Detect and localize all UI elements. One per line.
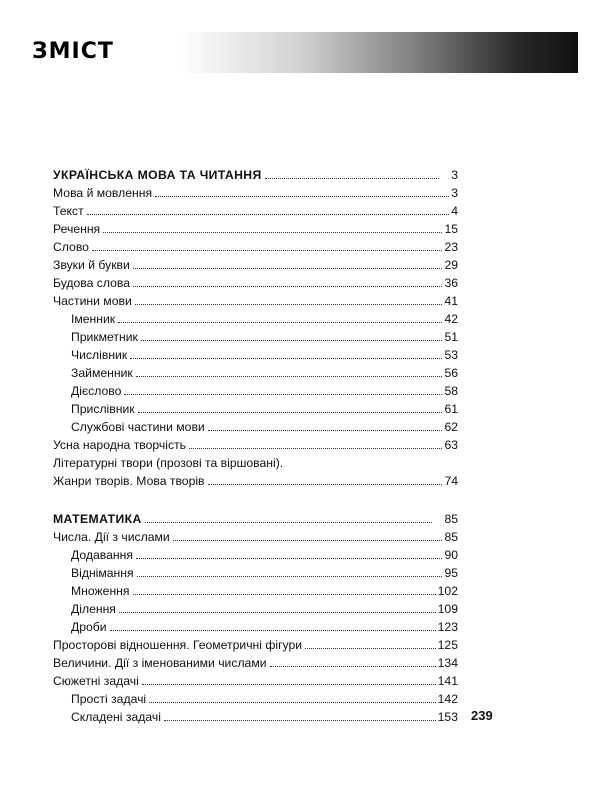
- toc-page-number: 53: [444, 348, 458, 362]
- toc-page-number: 153: [437, 710, 458, 724]
- toc-label: Речення: [53, 222, 101, 236]
- toc-page-number: 125: [437, 638, 458, 652]
- toc-page-number: 85: [444, 530, 458, 544]
- toc-page-number: 123: [437, 620, 458, 634]
- toc-subentry[interactable]: [53, 600, 458, 618]
- toc-page-number: 41: [444, 294, 458, 308]
- toc-subentry[interactable]: [53, 346, 458, 364]
- toc-subentry[interactable]: [53, 618, 458, 636]
- toc-page-number: 23: [444, 240, 458, 254]
- toc-entry[interactable]: [53, 636, 458, 654]
- toc-subentry[interactable]: [53, 708, 458, 726]
- toc-label: Числа. Дії з числами: [53, 530, 170, 544]
- dot-leader: [208, 484, 443, 485]
- toc-page-number: 85: [444, 512, 458, 526]
- toc-entry[interactable]: [53, 528, 458, 546]
- toc-label: Прикметник: [71, 330, 138, 344]
- dot-leader: [133, 268, 443, 269]
- toc-label: Прислівник: [71, 402, 135, 416]
- toc-label: Просторові відношення. Геометричні фігури: [53, 638, 303, 652]
- toc-page-number: 102: [437, 584, 458, 598]
- toc-label: Сюжетні задачі: [53, 674, 139, 688]
- dot-leader: [141, 340, 443, 341]
- toc-label: Текст: [53, 204, 84, 218]
- toc-label: Дієслово: [71, 384, 122, 398]
- toc-label: Частини мови: [53, 294, 132, 308]
- toc-page-number: 15: [444, 222, 458, 236]
- toc-page-number: 58: [444, 384, 458, 398]
- toc-subentry[interactable]: [53, 400, 458, 418]
- dot-leader: [270, 666, 436, 667]
- toc-page-number: 141: [437, 674, 458, 688]
- dot-leader: [118, 322, 442, 323]
- toc-page-number: 42: [444, 312, 458, 326]
- dot-leader: [103, 232, 442, 233]
- toc-label: Ділення: [71, 602, 116, 616]
- toc-entry[interactable]: [53, 654, 458, 672]
- toc-label: Слово: [53, 240, 89, 254]
- dot-leader: [130, 358, 442, 359]
- toc-label: Віднімання: [71, 566, 134, 580]
- toc-entry[interactable]: [53, 472, 458, 490]
- toc-page-number: 36: [444, 276, 458, 290]
- toc-entry[interactable]: [53, 220, 458, 238]
- toc-entry[interactable]: [53, 274, 458, 292]
- toc-label: Прості задачі: [71, 692, 147, 706]
- toc-page-number: 56: [444, 366, 458, 380]
- toc-subentry[interactable]: [53, 582, 458, 600]
- toc-page-number: 134: [437, 656, 458, 670]
- dot-leader: [142, 684, 436, 685]
- toc-entry[interactable]: [53, 184, 458, 202]
- toc-entry-first-line[interactable]: [53, 454, 458, 472]
- toc-page-number: 3: [451, 186, 458, 200]
- toc-label: Мова й мовлення: [53, 186, 153, 200]
- toc-page-number: 51: [444, 330, 458, 344]
- dot-leader: [265, 178, 440, 179]
- toc-subentry[interactable]: [53, 546, 458, 564]
- toc-label: Додавання: [71, 548, 133, 562]
- footer-page-number: 239: [471, 708, 493, 723]
- toc-subentry[interactable]: [53, 690, 458, 708]
- dot-leader: [135, 304, 443, 305]
- toc-subentry[interactable]: [53, 418, 458, 436]
- dot-leader: [137, 576, 443, 577]
- toc-entry[interactable]: [53, 292, 458, 310]
- toc-label: Числівник: [71, 348, 128, 362]
- dot-leader: [110, 630, 436, 631]
- section-gap: [53, 490, 458, 510]
- toc-section-heading-math[interactable]: [53, 510, 458, 528]
- toc-label: МАТЕМАТИКА: [53, 512, 142, 526]
- table-of-contents: [53, 166, 458, 726]
- dot-leader: [133, 594, 436, 595]
- toc-page-number: 3: [451, 168, 458, 182]
- toc-label: Літературні твори (прозові та віршовані).: [53, 456, 284, 470]
- toc-subentry[interactable]: [53, 310, 458, 328]
- toc-page-number: 142: [437, 692, 458, 706]
- toc-entry[interactable]: [53, 256, 458, 274]
- toc-label: Іменник: [71, 312, 116, 326]
- toc-entry[interactable]: [53, 672, 458, 690]
- toc-label: Усна народна творчість: [53, 438, 187, 452]
- toc-label: Множення: [71, 584, 130, 598]
- toc-page-number: 95: [444, 566, 458, 580]
- dot-leader: [305, 648, 436, 649]
- toc-page-number: 61: [444, 402, 458, 416]
- dot-leader: [145, 522, 433, 523]
- toc-entry[interactable]: [53, 238, 458, 256]
- toc-subentry[interactable]: [53, 382, 458, 400]
- dot-leader: [119, 612, 436, 613]
- toc-label: Складені задачі: [71, 710, 161, 724]
- toc-label: Займенник: [71, 366, 133, 380]
- dot-leader: [164, 720, 436, 721]
- toc-label: Звуки й букви: [53, 258, 130, 272]
- toc-label: Службові частини мови: [71, 420, 205, 434]
- toc-page-number: 90: [444, 548, 458, 562]
- toc-subentry[interactable]: [53, 364, 458, 382]
- toc-page-number: 63: [444, 438, 458, 452]
- toc-label: Дроби: [71, 620, 107, 634]
- toc-entry[interactable]: [53, 202, 458, 220]
- toc-page-number: 74: [444, 474, 458, 488]
- toc-section-heading-ukrainian[interactable]: [53, 166, 458, 184]
- dot-leader: [149, 702, 436, 703]
- dot-leader: [136, 558, 442, 559]
- toc-entry[interactable]: [53, 436, 458, 454]
- toc-label: Жанри творів. Мова творів: [53, 474, 205, 488]
- toc-subentry[interactable]: [53, 564, 458, 582]
- toc-page-number: 109: [437, 602, 458, 616]
- dot-leader: [133, 286, 442, 287]
- dot-leader: [136, 376, 443, 377]
- dot-leader: [87, 214, 450, 215]
- dot-leader: [138, 412, 443, 413]
- toc-label: Величини. Дії з іменованими числами: [53, 656, 267, 670]
- toc-subentry[interactable]: [53, 328, 458, 346]
- toc-page-number: 29: [444, 258, 458, 272]
- toc-label: УКРАЇНСЬКА МОВА ТА ЧИТАННЯ: [53, 168, 262, 182]
- dot-leader: [155, 196, 449, 197]
- page-title: ЗМІСТ: [32, 39, 114, 64]
- toc-page-number: 62: [444, 420, 458, 434]
- dot-leader: [173, 540, 443, 541]
- dot-leader: [208, 430, 443, 431]
- toc-page-number: 4: [451, 204, 458, 218]
- toc-label: Будова слова: [53, 276, 131, 290]
- dot-leader: [189, 448, 442, 449]
- dot-leader: [124, 394, 442, 395]
- dot-leader: [92, 250, 442, 251]
